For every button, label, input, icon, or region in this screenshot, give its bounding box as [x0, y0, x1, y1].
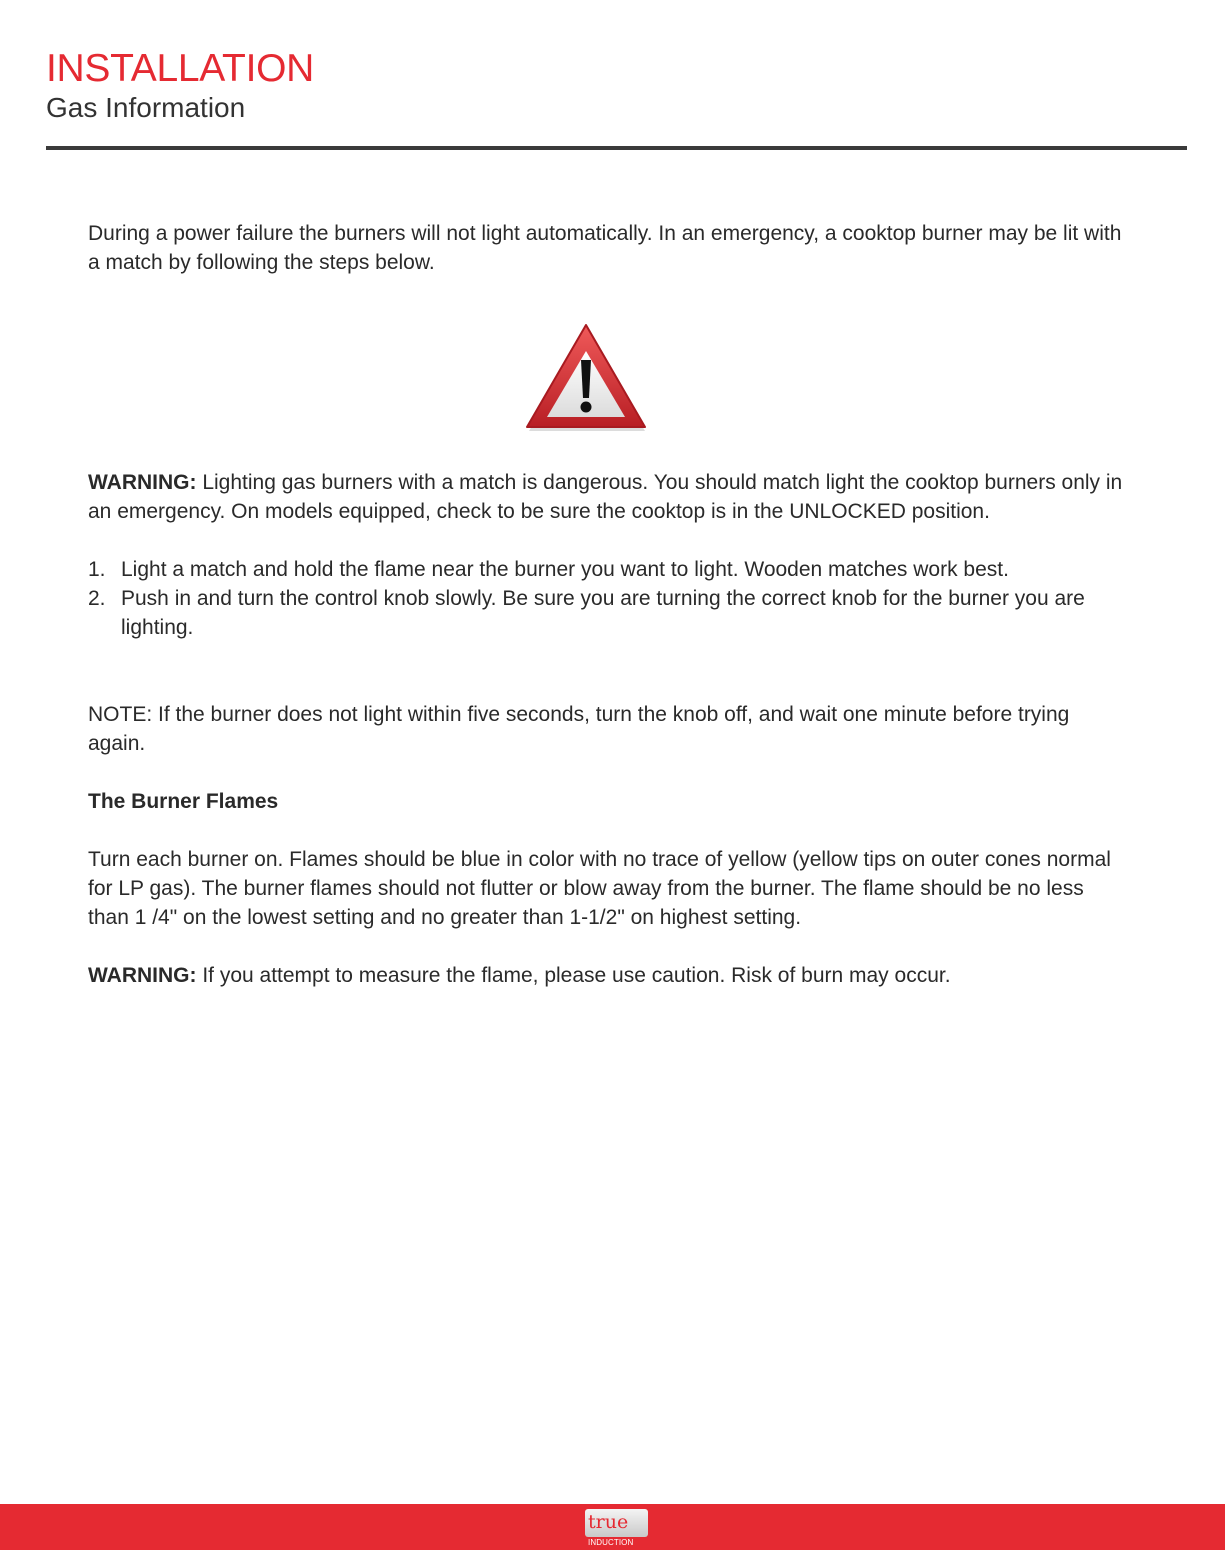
warning-paragraph-2: [88, 961, 1128, 990]
warning-text: Lighting gas burners with a match is dangerous. You should match light the cooktop burners only in an emergency. On models equipped, check to be sure the cooktop is in the UNLOCKED position.: [88, 471, 1123, 523]
steps-list: [88, 555, 1128, 642]
warning-paragraph: [88, 468, 1128, 526]
intro-paragraph: During a power failure the burners will not light automatically. In an emergency, a cooktop burner may be lit with a match by following the steps below.: [88, 222, 1122, 274]
warning-label: WARNING:: [88, 964, 197, 987]
note-paragraph: NOTE: If the burner does not light within five seconds, turn the knob off, and wait one minute before trying again.: [88, 703, 1070, 755]
header-divider: [46, 146, 1187, 150]
list-item: [88, 555, 1128, 584]
brand-logo: [585, 1509, 648, 1549]
page-subtitle: Gas Information: [46, 92, 246, 123]
page-title: INSTALLATION: [46, 47, 315, 90]
section-heading: The Burner Flames: [88, 790, 279, 813]
main-content: [88, 219, 1128, 990]
step-text: Light a match and hold the flame near the burner you want to light. Wooden matches work best.: [121, 558, 1009, 581]
step-text: Push in and turn the control knob slowly. Be sure you are turning the correct knob for the burner you are lighting.: [121, 587, 1085, 639]
list-item: [88, 584, 1128, 642]
logo-wordmark: true: [588, 1511, 629, 1533]
step-number: 2.: [88, 587, 106, 610]
footer-divider: [0, 1550, 1225, 1554]
logo-subtitle: INDUCTION: [588, 1538, 634, 1547]
warning-label: WARNING:: [88, 471, 197, 494]
flames-paragraph: Turn each burner on. Flames should be blue in color with no trace of yellow (yellow tips on outer cones normal for LP gas). The burner flames should not flutter or blow away from the burner. The flame should be no less than 1 /4" on the lowest setting and no greater than 1-1/2" on highest setting.: [88, 848, 1111, 929]
warning-triangle-icon: [524, 323, 648, 435]
warning-text: If you attempt to measure the flame, please use caution. Risk of burn may occur.: [196, 964, 951, 987]
step-number: 1.: [88, 558, 106, 581]
